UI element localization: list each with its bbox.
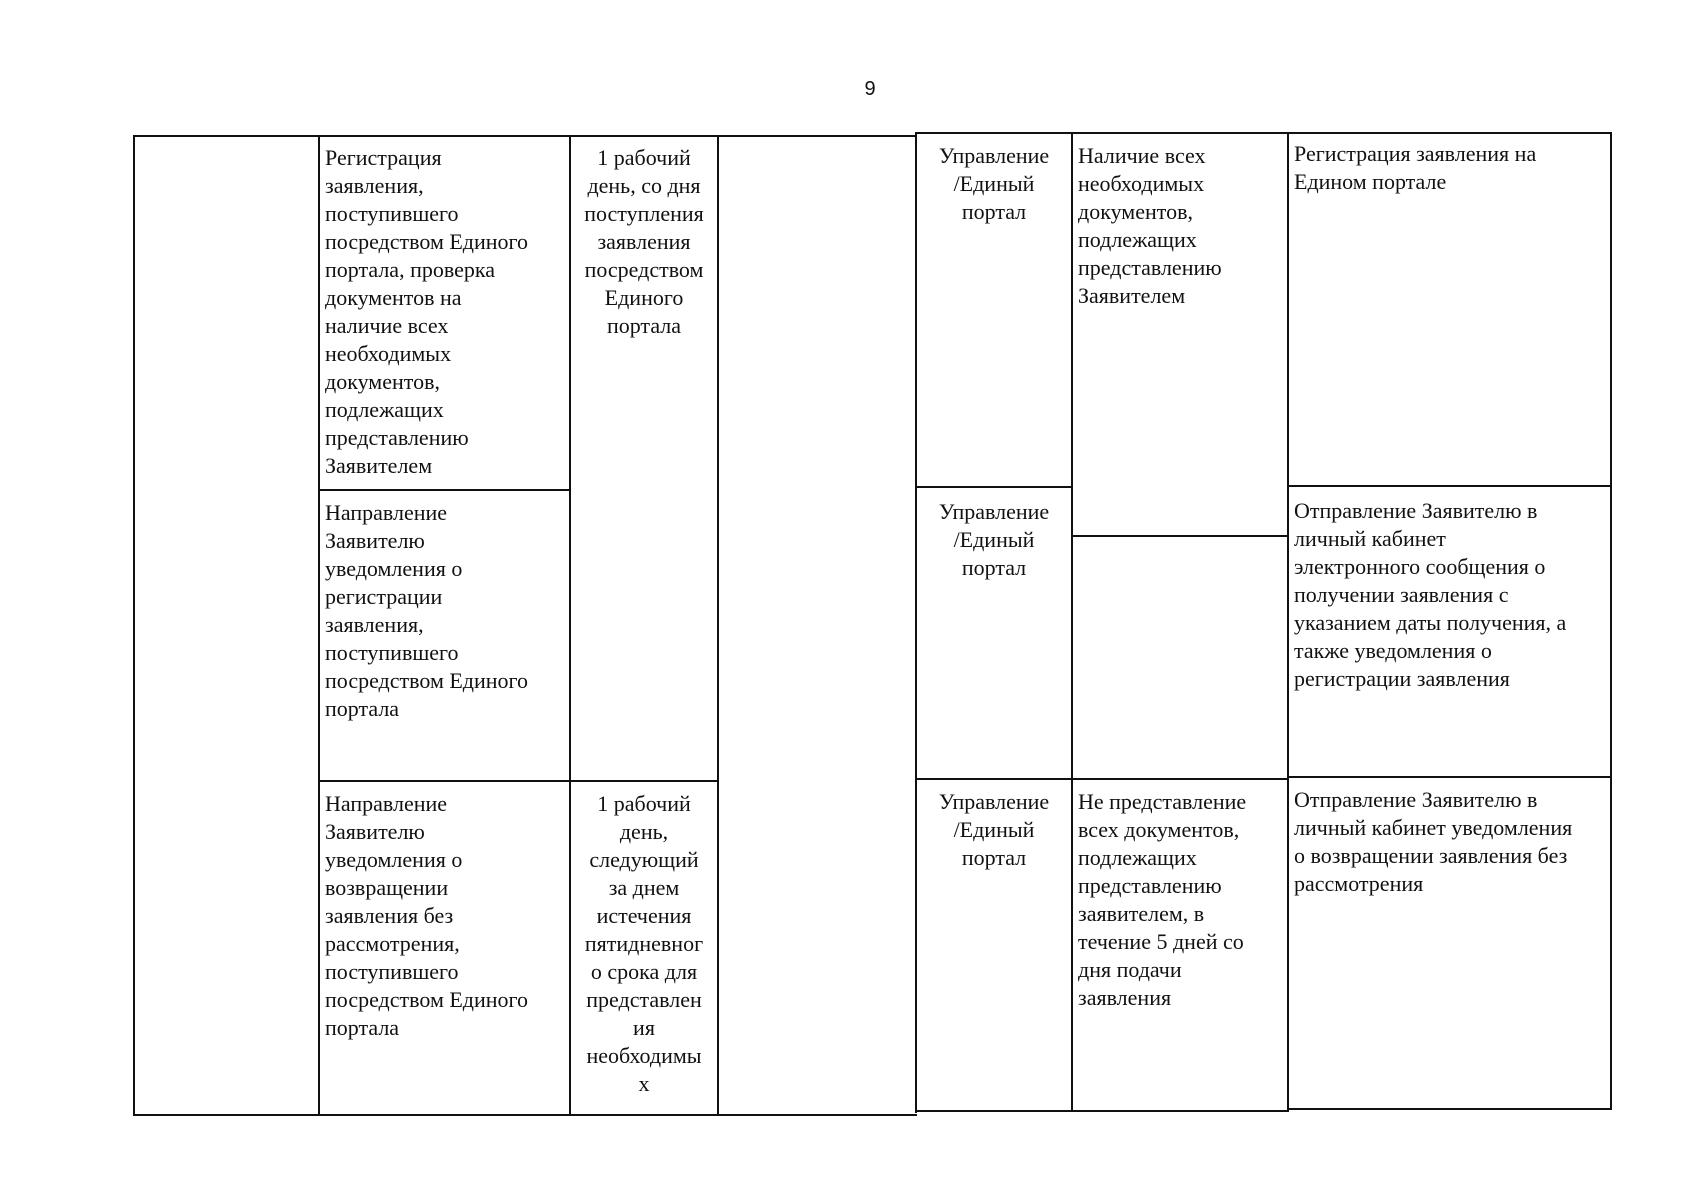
action-cell: Направление Заявителю уведомления о регистрации заявления, поступившего посредством Единого портала [325,500,529,721]
criteria-cell: Не представление всех документов, подлежащих представлению заявителем, в течение 5 дней со дня подачи заявления [1078,789,1247,1010]
row-divider [915,778,1289,780]
term-cell: 1 рабочий день, следующий за днем истечения пятидневног о срока для представлен ия необходимы х [584,791,704,1096]
executor-cell: Управление /Единый портал [938,143,1050,224]
table-border-left [133,135,135,1116]
table-border-bottom [915,1110,1289,1112]
result-cell: Отправление Заявителю в личный кабинет электронного сообщения о получении заявления с указанием даты получения, а также уведомления о регистрации заявления [1294,498,1567,691]
column-divider [717,135,719,1116]
executor-cell: Управление /Единый портал [938,499,1050,580]
row-divider [1071,535,1289,537]
action-cell: Регистрация заявления, поступившего посредством Единого портала, проверка документов на наличие всех необходимых документов, подлежащих представлению Заявителем [325,145,529,478]
term-cell: 1 рабочий день, со дня поступления заявления посредством Единого портала [584,145,704,338]
column-divider [1287,132,1289,1110]
action-cell: Направление Заявителю уведомления о возвращении заявления без рассмотрения, поступившего посредством Единого портала [325,791,529,1040]
table-border-bottom [133,1114,917,1116]
criteria-cell: Наличие всех необходимых документов, подлежащих представлению Заявителем [1078,143,1222,308]
result-cell: Отправление Заявителю в личный кабинет уведомления о возвращении заявления без рассмотрения [1294,787,1573,896]
column-divider [915,132,917,1113]
executor-cell: Управление /Единый портал [938,789,1050,870]
table-border-top [915,132,1612,134]
column-divider [318,135,320,1116]
row-divider [318,489,571,491]
column-divider [1071,132,1073,1112]
row-divider [1287,485,1612,487]
row-divider [915,486,1073,488]
page-number: 9 [864,78,876,100]
table-border-bottom [1287,1108,1612,1110]
result-cell: Регистрация заявления на Едином портале [1294,141,1537,194]
row-divider [318,780,719,782]
table-border-right [1610,132,1612,1108]
table-border-top [133,135,917,137]
row-divider [1287,776,1612,778]
procedure-table [133,132,1612,1116]
